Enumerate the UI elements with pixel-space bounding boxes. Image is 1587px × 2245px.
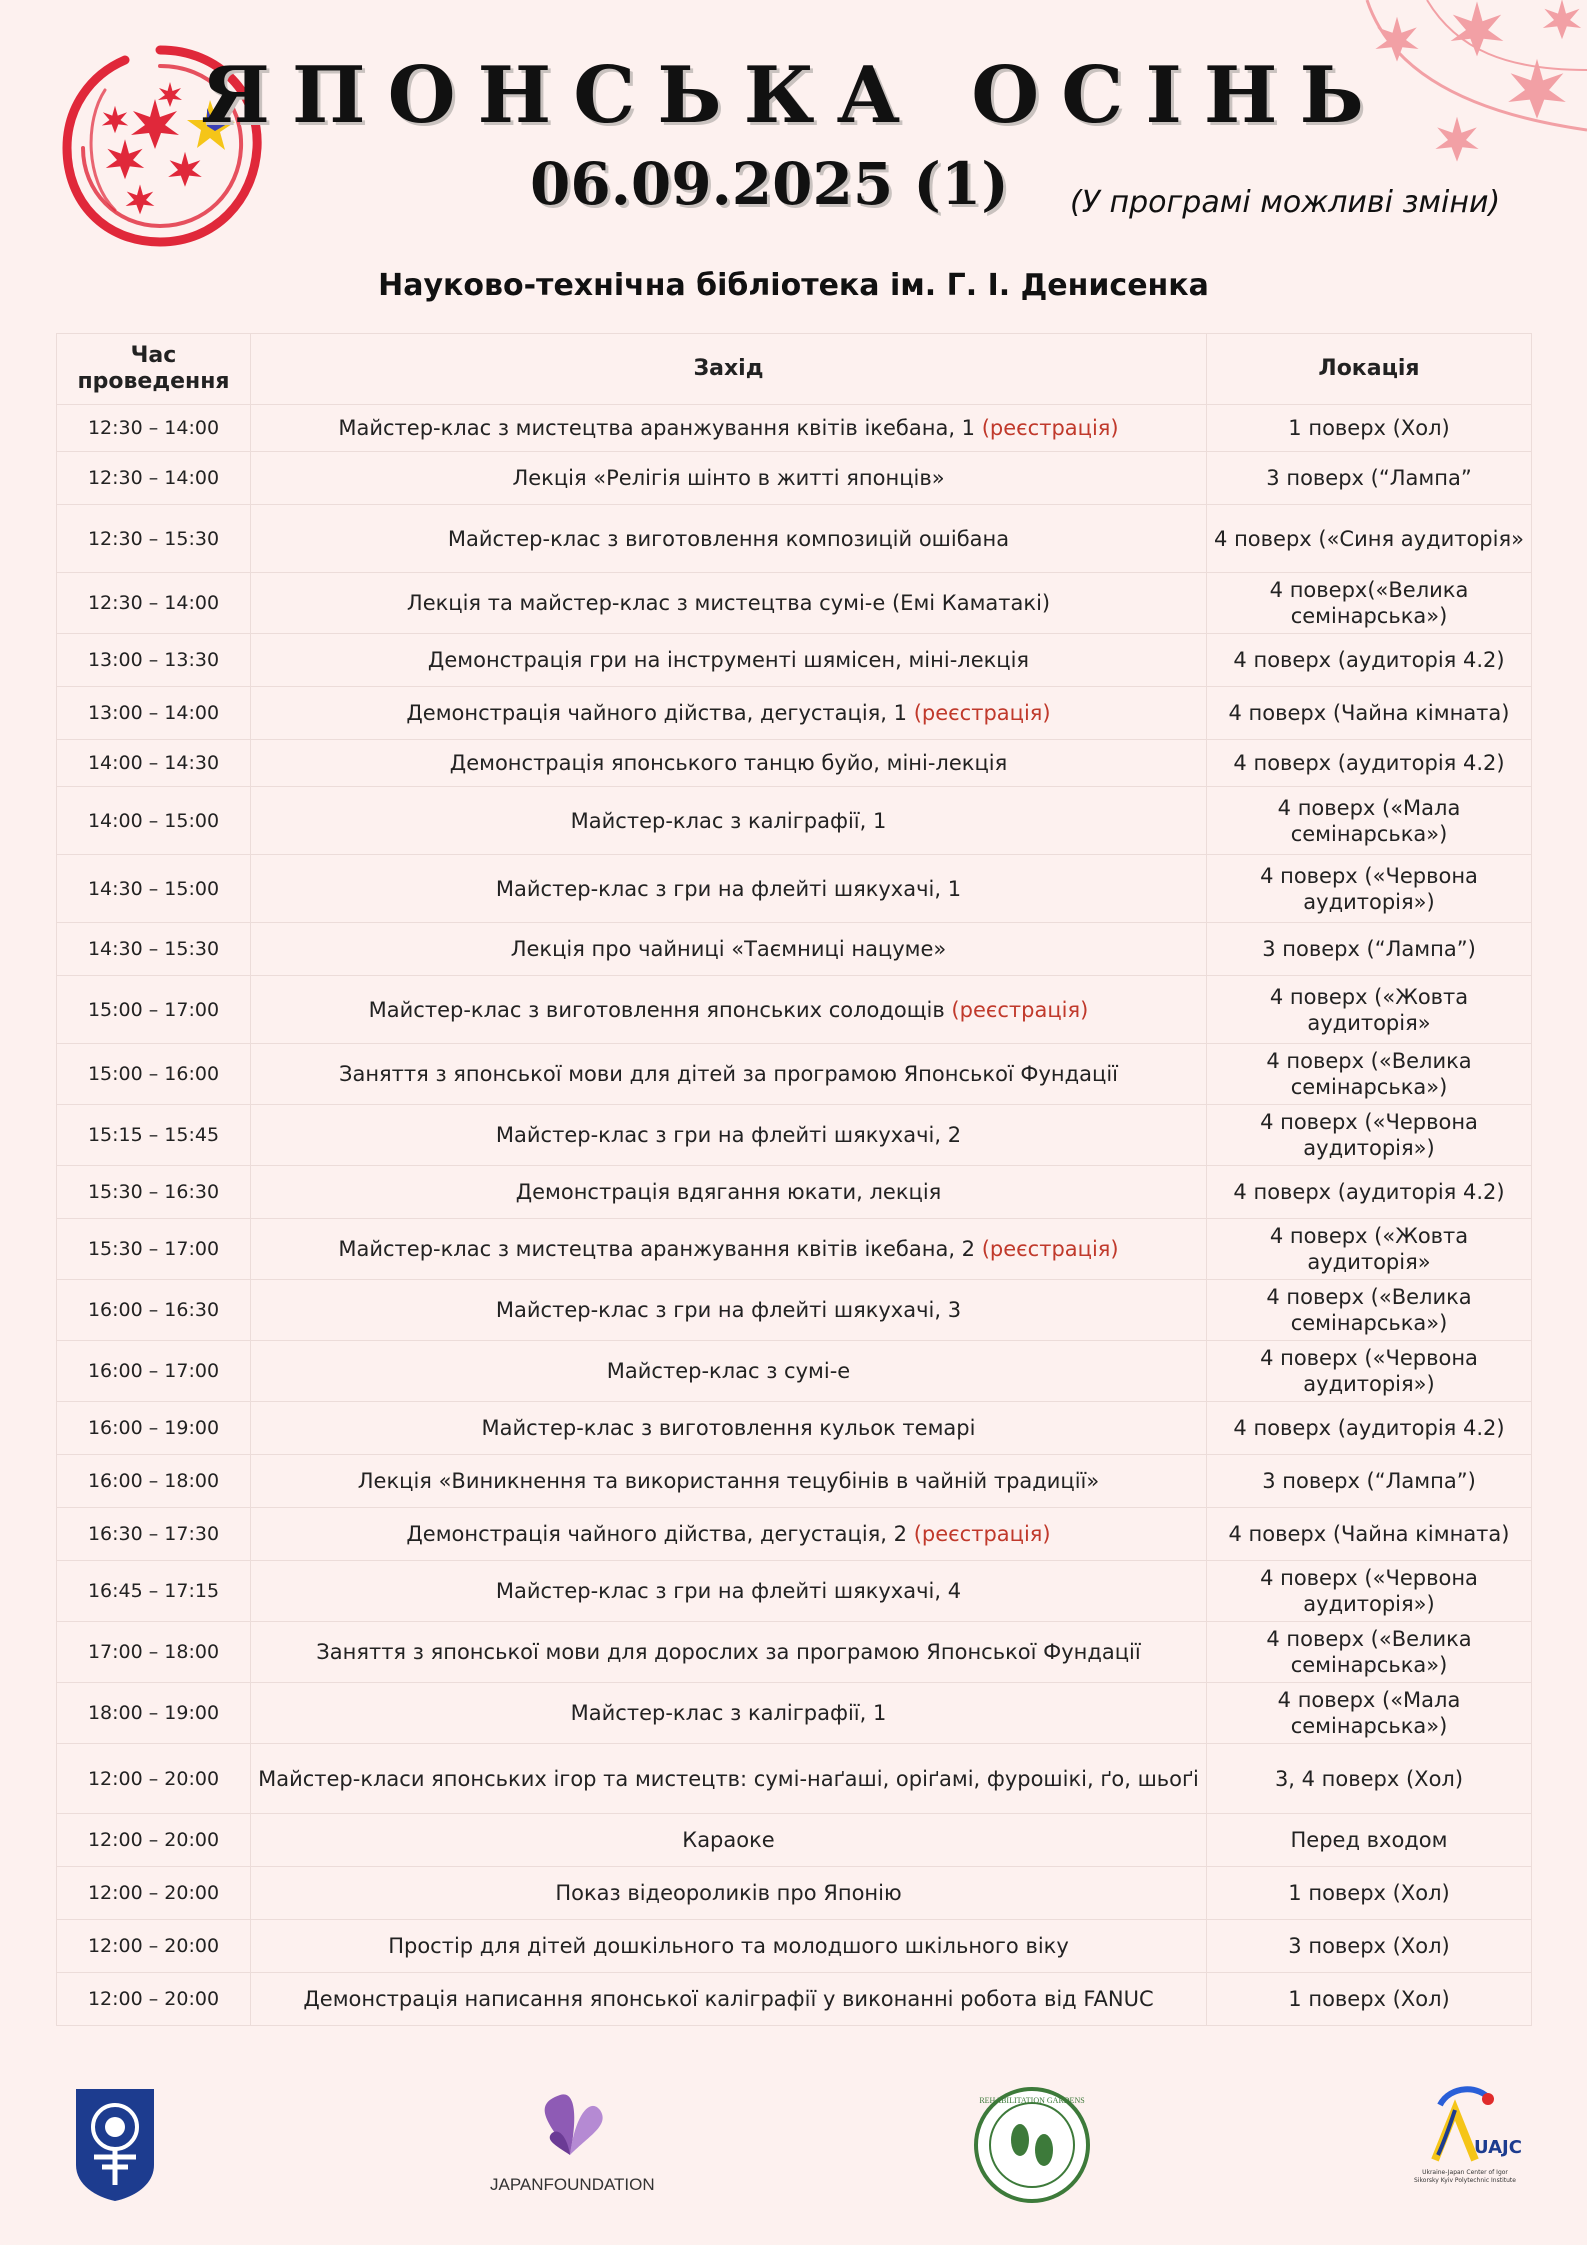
event-location: 4 поверх («Жовта аудиторія»	[1207, 976, 1532, 1044]
event-time: 12:30 – 14:00	[57, 405, 251, 452]
event-title: Лекція «Виникнення та використання тецубінів в чайній традиції»	[357, 1469, 1100, 1493]
table-row	[57, 405, 1532, 452]
table-row	[57, 1622, 1532, 1683]
event-cell	[251, 1561, 1207, 1622]
table-row	[57, 1166, 1532, 1219]
event-time: 12:00 – 20:00	[57, 1973, 251, 2026]
event-title: Караоке	[682, 1828, 775, 1852]
event-title: Демонстрація написання японської каліграфії у виконанні робота від FANUC	[303, 1987, 1154, 2011]
event-cell	[251, 1402, 1207, 1455]
event-cell	[251, 634, 1207, 687]
event-cell	[251, 1166, 1207, 1219]
event-location: 4 поверх («Мала семінарська»)	[1207, 787, 1532, 855]
event-cell	[251, 687, 1207, 740]
event-cell	[251, 1044, 1207, 1105]
rehabilitation-gardens-logo	[972, 2085, 1092, 2205]
event-title: Лекція «Релігія шінто в житті японців»	[512, 466, 945, 490]
header-location: Локація	[1207, 334, 1532, 405]
event-title: Майстер-клас з гри на флейті шякухачі, 1	[495, 876, 962, 901]
table-row	[57, 573, 1532, 634]
table-row	[57, 1402, 1532, 1455]
event-location: 4 поверх (аудиторія 4.2)	[1207, 634, 1532, 687]
registration-link[interactable]: (реєстрація)	[913, 1522, 1051, 1546]
table-row	[57, 787, 1532, 855]
event-cell	[251, 923, 1207, 976]
table-row	[57, 1219, 1532, 1280]
gardens-text: REHABILITATION GARDENS	[979, 2096, 1085, 2105]
registration-link[interactable]: (реєстрація)	[981, 1237, 1119, 1261]
event-title: Майстер-клас з каліграфії, 1	[570, 1701, 887, 1725]
event-time: 18:00 – 19:00	[57, 1683, 251, 1744]
event-cell	[251, 1622, 1207, 1683]
event-cell	[251, 1455, 1207, 1508]
event-cell	[251, 1105, 1207, 1166]
event-title: Майстер-класи японських ігор та мистецтв: сумі-наґаші, оріґамі, фурошікі, ґо, шьоґі	[258, 1766, 1199, 1791]
event-time: 16:00 – 17:00	[57, 1341, 251, 1402]
event-cell	[251, 855, 1207, 923]
event-time: 12:00 – 20:00	[57, 1920, 251, 1973]
table-row	[57, 505, 1532, 573]
schedule-body	[57, 405, 1532, 2026]
table-row	[57, 1973, 1532, 2026]
event-title: Майстер-клас з гри на флейті шякухачі, 2	[495, 1123, 962, 1147]
table-row	[57, 1920, 1532, 1973]
event-location: 4 поверх («Червона аудиторія»)	[1207, 1341, 1532, 1402]
event-location: 1 поверх (Хол)	[1207, 1973, 1532, 2026]
kpi-emblem-icon	[72, 2085, 158, 2203]
event-cell	[251, 1683, 1207, 1744]
event-time: 15:30 – 17:00	[57, 1219, 251, 1280]
event-cell	[251, 1867, 1207, 1920]
event-cell	[251, 787, 1207, 855]
event-time: 15:00 – 17:00	[57, 976, 251, 1044]
event-title: Лекція та майстер-клас з мистецтва сумі-е (Емі Каматакі)	[406, 591, 1051, 615]
event-title: Показ відеороликів про Японію	[555, 1881, 902, 1905]
event-location: 4 поверх («Червона аудиторія»)	[1207, 855, 1532, 923]
table-row	[57, 740, 1532, 787]
event-title: Майстер-клас з виготовлення японських солодощів	[368, 997, 945, 1022]
header-event: Захід	[251, 334, 1207, 405]
event-cell	[251, 1219, 1207, 1280]
event-time: 14:30 – 15:00	[57, 855, 251, 923]
table-row	[57, 687, 1532, 740]
event-location: 3 поверх (Хол)	[1207, 1920, 1532, 1973]
uajc-subtext: Ukraine-Japan Center of Igor Sikorsky Kyiv Polytechnic Institute	[1414, 2169, 1516, 2184]
registration-link[interactable]: (реєстрація)	[981, 416, 1119, 440]
event-time: 16:00 – 18:00	[57, 1455, 251, 1508]
table-row	[57, 855, 1532, 923]
event-cell	[251, 1508, 1207, 1561]
event-time: 16:00 – 16:30	[57, 1280, 251, 1341]
event-cell	[251, 740, 1207, 787]
event-location: 3 поверх (“Лампа”)	[1207, 1455, 1532, 1508]
event-location: 3 поверх (“Лампа”	[1207, 452, 1532, 505]
event-title: Майстер-клас з виготовлення композицій ошібана	[447, 526, 1010, 551]
page-title: ЯПОНСЬКА ОСІНЬ	[201, 50, 1386, 141]
table-row	[57, 1508, 1532, 1561]
event-cell	[251, 1920, 1207, 1973]
event-title: Демонстрація японського танцю буйо, міні-лекція	[449, 751, 1008, 775]
event-location: 4 поверх(«Велика семінарська»)	[1207, 573, 1532, 634]
event-time: 14:00 – 14:30	[57, 740, 251, 787]
event-cell	[251, 1280, 1207, 1341]
event-time: 12:30 – 15:30	[57, 505, 251, 573]
event-cell	[251, 452, 1207, 505]
event-time: 14:00 – 15:00	[57, 787, 251, 855]
table-row	[57, 634, 1532, 687]
table-row	[57, 1683, 1532, 1744]
event-location: 3 поверх (“Лампа”)	[1207, 923, 1532, 976]
schedule-table	[56, 333, 1532, 2026]
japan-foundation-text: JAPANFOUNDATION	[490, 2175, 655, 2194]
event-title: Майстер-клас з сумі-е	[606, 1359, 851, 1383]
event-cell	[251, 1973, 1207, 2026]
header-time: Час проведення	[57, 334, 251, 405]
event-location: 1 поверх (Хол)	[1207, 1867, 1532, 1920]
event-cell	[251, 1814, 1207, 1867]
event-time: 15:30 – 16:30	[57, 1166, 251, 1219]
table-row	[57, 1044, 1532, 1105]
registration-link[interactable]: (реєстрація)	[951, 997, 1089, 1022]
event-cell	[251, 573, 1207, 634]
event-title: Простір для дітей дошкільного та молодшого шкільного віку	[388, 1934, 1069, 1958]
table-row	[57, 976, 1532, 1044]
table-row	[57, 1561, 1532, 1622]
program-change-note: (У програмі можливі зміни)	[1070, 185, 1501, 220]
event-location: 3, 4 поверх (Хол)	[1207, 1744, 1532, 1814]
event-time: 12:30 – 14:00	[57, 452, 251, 505]
event-location: 4 поверх (Чайна кімната)	[1207, 1508, 1532, 1561]
event-time: 14:30 – 15:30	[57, 923, 251, 976]
event-date: 06.09.2025 (1)	[530, 150, 1009, 218]
event-title: Заняття з японської мови для дорослих за програмою Японської Фундації	[316, 1640, 1141, 1664]
event-title: Демонстрація вдягання юкати, лекція	[515, 1180, 942, 1204]
event-location: 4 поверх («Синя аудиторія»	[1207, 505, 1532, 573]
event-location: 4 поверх (аудиторія 4.2)	[1207, 740, 1532, 787]
event-location: 4 поверх («Велика семінарська»)	[1207, 1044, 1532, 1105]
table-row	[57, 1105, 1532, 1166]
event-cell	[251, 1744, 1207, 1814]
event-cell	[251, 505, 1207, 573]
event-time: 15:15 – 15:45	[57, 1105, 251, 1166]
event-cell	[251, 1341, 1207, 1402]
table-row	[57, 452, 1532, 505]
registration-link[interactable]: (реєстрація)	[913, 701, 1051, 725]
event-location: 4 поверх («Мала семінарська»)	[1207, 1683, 1532, 1744]
event-time: 13:00 – 14:00	[57, 687, 251, 740]
event-time: 16:00 – 19:00	[57, 1402, 251, 1455]
event-time: 12:30 – 14:00	[57, 573, 251, 634]
table-row	[57, 1814, 1532, 1867]
event-title: Демонстрація гри на інструменті шямісен, міні-лекція	[427, 648, 1030, 672]
event-title: Майстер-клас з мистецтва аранжування квітів ікебана, 1	[338, 416, 976, 440]
event-title: Демонстрація чайного дійства, дегустація, 1	[406, 701, 908, 725]
event-location: 4 поверх («Жовта аудиторія»	[1207, 1219, 1532, 1280]
event-location: Перед входом	[1207, 1814, 1532, 1867]
event-title: Майстер-клас з виготовлення кульок темарі	[481, 1416, 976, 1440]
event-cell	[251, 976, 1207, 1044]
table-row	[57, 1867, 1532, 1920]
event-title: Майстер-клас з гри на флейті шякухачі, 4	[495, 1579, 962, 1603]
event-time: 13:00 – 13:30	[57, 634, 251, 687]
event-title: Лекція про чайниці «Таємниці нацуме»	[510, 937, 947, 961]
event-time: 12:00 – 20:00	[57, 1744, 251, 1814]
event-time: 16:45 – 17:15	[57, 1561, 251, 1622]
event-time: 12:00 – 20:00	[57, 1814, 251, 1867]
table-header-row	[57, 334, 1532, 405]
table-row	[57, 1341, 1532, 1402]
event-title: Демонстрація чайного дійства, дегустація, 2	[406, 1522, 908, 1546]
uajc-logo	[1410, 2085, 1520, 2205]
event-location: 4 поверх («Червона аудиторія»)	[1207, 1105, 1532, 1166]
uajc-text: UAJC	[1474, 2137, 1522, 2158]
event-title: Майстер-клас з мистецтва аранжування квітів ікебана, 2	[338, 1237, 976, 1261]
event-title: Майстер-клас з каліграфії, 1	[570, 808, 887, 833]
event-location: 1 поверх (Хол)	[1207, 405, 1532, 452]
japan-foundation-logo	[490, 2085, 655, 2205]
event-title: Заняття з японської мови для дітей за програмою Японської Фундації	[338, 1062, 1119, 1086]
event-time: 12:00 – 20:00	[57, 1867, 251, 1920]
event-cell	[251, 405, 1207, 452]
event-time: 16:30 – 17:30	[57, 1508, 251, 1561]
event-location: 4 поверх (аудиторія 4.2)	[1207, 1166, 1532, 1219]
event-location: 4 поверх («Велика семінарська»)	[1207, 1622, 1532, 1683]
table-row	[57, 923, 1532, 976]
event-time: 17:00 – 18:00	[57, 1622, 251, 1683]
event-title: Майстер-клас з гри на флейті шякухачі, 3	[495, 1298, 962, 1322]
table-row	[57, 1280, 1532, 1341]
table-row	[57, 1744, 1532, 1814]
event-time: 15:00 – 16:00	[57, 1044, 251, 1105]
event-location: 4 поверх («Велика семінарська»)	[1207, 1280, 1532, 1341]
event-location: 4 поверх (Чайна кімната)	[1207, 687, 1532, 740]
venue-subtitle: Науково-технічна бібліотека ім. Г. І. Денисенка	[378, 268, 1209, 303]
table-row	[57, 1455, 1532, 1508]
event-location: 4 поверх («Червона аудиторія»)	[1207, 1561, 1532, 1622]
event-location: 4 поверх (аудиторія 4.2)	[1207, 1402, 1532, 1455]
butterfly-icon	[490, 2085, 650, 2165]
